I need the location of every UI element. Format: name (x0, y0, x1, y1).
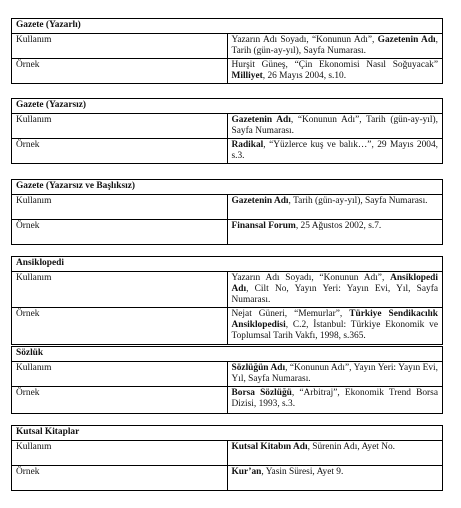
row-label-example: Örnek (12, 308, 228, 345)
row-label-usage: Kullanım (12, 272, 228, 308)
citation-section-ansiklopedi (11, 256, 443, 345)
row-value-usage (227, 195, 443, 220)
bold-run: Finansal Forum (231, 221, 296, 231)
text-run: , C.2, İstanbul: Türkiye Ekonomik ve Toplumsal Tarih Vakfı, 1998, s.365. (231, 320, 438, 341)
row-label-example: Örnek (12, 466, 228, 491)
row-label-example: Örnek (12, 387, 228, 414)
text-run: , “Konunun Adı”, Tarih (gün-ay-yıl), Sayfa Numarası. (231, 115, 438, 136)
row-value-example (227, 387, 443, 414)
row-value-example (227, 59, 443, 84)
row-value-example (227, 139, 443, 164)
bold-run: Gazetenin Adı (377, 35, 436, 45)
row-label-usage: Kullanım (12, 441, 228, 466)
bold-run: Sözlüğün Adı (231, 363, 286, 373)
section-title: Kutsal Kitaplar (12, 426, 443, 441)
citation-table (11, 18, 443, 84)
row-value-usage (227, 362, 443, 387)
section-title: Ansiklopedi (12, 257, 443, 272)
row-label-example: Örnek (12, 139, 228, 164)
bold-run: Kutsal Kitabın Adı (231, 442, 308, 452)
text-run: , Tarih (gün-ay-yıl), Sayfa Numarası. (231, 35, 438, 56)
text-run: Yazarın Adı Soyadı, “Konunun Adı”, (231, 35, 378, 45)
row-label-usage: Kullanım (12, 34, 228, 59)
citation-table (11, 346, 443, 414)
section-title: Gazete (Yazarsız ve Başlıksız) (12, 180, 443, 195)
text-run: Hurşit Güneş, “Çin Ekonomisi Nasıl Soğuyacak” (231, 60, 438, 70)
bold-run: Borsa Sözlüğü (231, 388, 292, 398)
row-value-example (227, 220, 443, 245)
bold-run: Gazetenin Adı (231, 115, 291, 125)
text-run: , Cilt No, Yayın Yeri: Yayın Evi, Yıl, Sayfa Numarası. (231, 284, 438, 305)
text-run: , Tarih (gün-ay-yıl), Sayfa Numarası. (288, 196, 428, 206)
citation-section-gazete-yazarsiz-basliksiz (11, 179, 443, 245)
citation-table (11, 98, 443, 164)
bold-run: Radikal (231, 140, 264, 150)
text-run: , Yasin Süresi, Ayet 9. (261, 467, 344, 477)
row-value-usage (227, 114, 443, 139)
text-run: , “Yüzlerce kuş ve balık…”, 29 Mayıs 2004, s.3. (231, 140, 438, 161)
bold-run: Gazetenin Adı (231, 196, 289, 206)
row-value-example (227, 466, 443, 491)
text-run: , 25 Ağustos 2002, s.7. (295, 221, 382, 231)
row-label-usage: Kullanım (12, 195, 228, 220)
text-run: , Sürenin Adı, Ayet No. (307, 442, 395, 452)
row-label-example: Örnek (12, 220, 228, 245)
citation-table (11, 425, 443, 491)
bold-run: Ansiklopedi Adı (231, 273, 438, 294)
text-run: Yazarın Adı Soyadı, “Konunun Adı”, (231, 273, 391, 283)
bold-run: Kur’an (231, 467, 262, 477)
bold-run: Türkiye Sendikacılık Ansiklopedisi (231, 309, 438, 330)
citation-table (11, 179, 443, 245)
section-title: Gazete (Yazarlı) (12, 19, 443, 34)
row-label-example: Örnek (12, 59, 228, 84)
citation-section-sozluk (11, 346, 443, 414)
citation-table (11, 256, 443, 345)
row-value-usage (227, 34, 443, 59)
text-run: , “Konunun Adı”, Yayın Yeri: Yayın Evi, Yıl, Sayfa Numarası. (231, 363, 438, 384)
row-value-usage (227, 441, 443, 466)
citation-section-gazete-yazarsiz (11, 98, 443, 164)
row-value-usage (227, 272, 443, 308)
row-value-example (227, 308, 443, 345)
citation-section-kutsal-kitaplar (11, 425, 443, 491)
text-run: , 26 Mayıs 2004, s.10. (262, 71, 347, 81)
section-title: Gazete (Yazarsız) (12, 99, 443, 114)
text-run: , “Arbitraj”, Ekonomik Trend Borsa Dizisi, 1993, s.3. (231, 388, 438, 409)
bold-run: Milliyet (231, 71, 263, 81)
row-label-usage: Kullanım (12, 114, 228, 139)
section-title: Sözlük (12, 347, 443, 362)
text-run: Nejat Güneri, “Memurlar”, (231, 309, 350, 319)
row-label-usage: Kullanım (12, 362, 228, 387)
citation-section-gazete-yazarli (11, 18, 443, 84)
